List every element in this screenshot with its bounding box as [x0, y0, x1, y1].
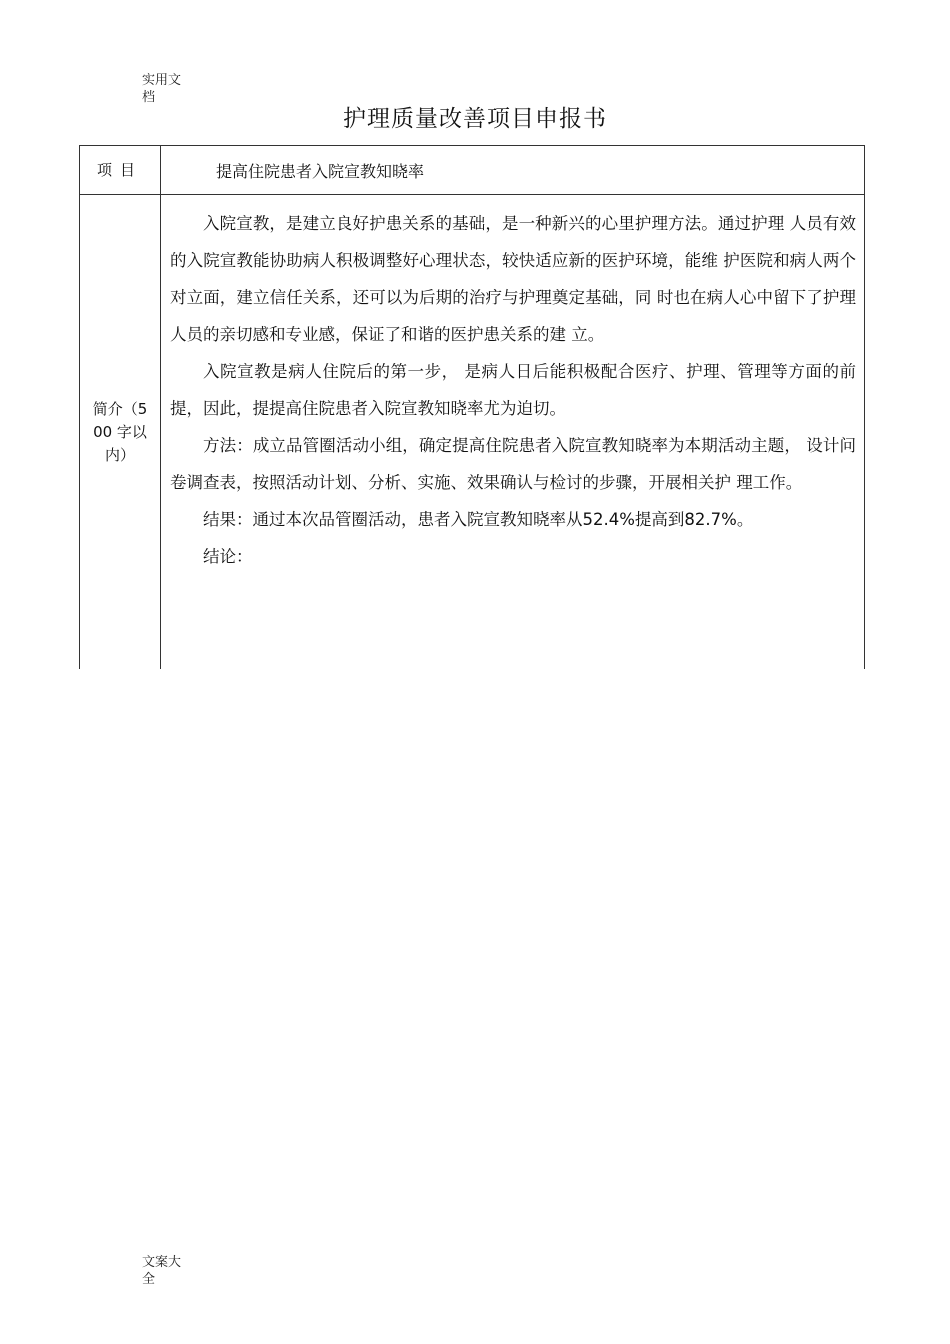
intro-paragraph-method: 方法：成立品管圈活动小组，确定提高住院患者入院宣教知晓率为本期活动主题， 设计问卷调查表，按照活动计划、分析、实施、效果确认与检讨的步骤，开展相关护 理工作。: [170, 436, 856, 492]
intro-row: [80, 195, 865, 670]
application-form-table: [79, 145, 865, 669]
footer-note: 文案大全: [142, 1255, 182, 1287]
intro-label: 简介（500 字以内）: [80, 195, 161, 670]
header-note: 实用文档: [142, 73, 182, 105]
project-row: [80, 146, 865, 195]
intro-paragraph-1: 入院宣教，是建立良好护患关系的基础，是一种新兴的心里护理方法。通过护理 人员有效的入院宣教能协助病人积极调整好心理状态，较快适应新的医护环境，能维 护医院和病人两个对立面，建立信任关系，还可以为后期的治疗与护理奠定基础，同 时也在病人心中留下了护理人员的亲切感和专业感，保证了和谐的医护患关系的建 立。: [170, 214, 856, 344]
project-value: 提高住院患者入院宣教知晓率: [161, 146, 865, 195]
project-label: 项目: [80, 146, 161, 195]
intro-content: [161, 195, 865, 670]
document-title: 护理质量改善项目申报书: [343, 106, 607, 132]
intro-paragraph-conclusion: 结论：: [203, 547, 253, 566]
intro-paragraph-2: 入院宣教是病人住院后的第一步， 是病人日后能积极配合医疗、护理、管理等方面的前提，因此，提提高住院患者入院宣教知晓率尤为迫切。: [170, 362, 856, 418]
intro-paragraph-result: 结果：通过本次品管圈活动，患者入院宣教知晓率从52.4%提高到82.7%。: [203, 510, 754, 529]
